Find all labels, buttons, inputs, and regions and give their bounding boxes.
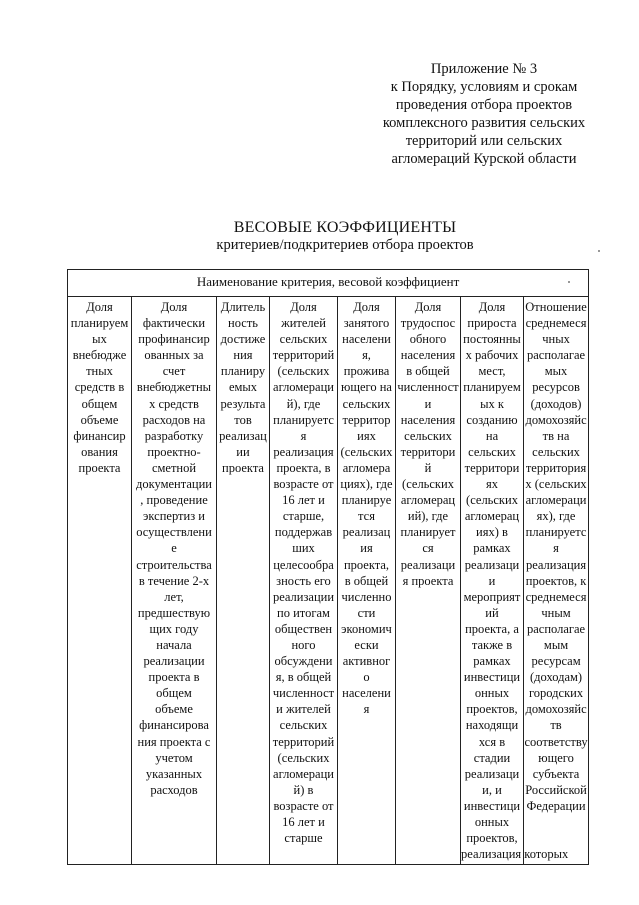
cell-line: ованных за [144, 348, 204, 363]
cell-line: ования [81, 444, 118, 459]
cell-line: на [485, 428, 499, 443]
cell-line: (доходов) [530, 396, 582, 411]
cell-line: строительства [136, 557, 212, 572]
cell-line: расходов на [142, 412, 206, 427]
cell-line: агломераци [273, 766, 334, 781]
cell-line: Доля [353, 300, 380, 314]
cell-line: старше, [282, 509, 325, 524]
cell-line: и [424, 396, 432, 411]
cell-line: ного [291, 637, 316, 652]
cell-line: я [363, 702, 370, 717]
cell-line: я, [362, 348, 371, 363]
cell-line: сти [357, 605, 376, 620]
cell-line: и [488, 573, 496, 588]
cell-line: онных [474, 815, 510, 829]
cell-line: возрасте от [273, 798, 334, 813]
cell-line: обсуждени [274, 654, 333, 669]
cell-line: внебюджетны [136, 380, 212, 395]
appendix-line: комплексного развития сельских [382, 115, 586, 131]
appendix-line: территорий или сельских [405, 133, 563, 149]
cell-line: сельских [279, 332, 328, 347]
cell-line: реализации [143, 654, 205, 669]
cell-line: реализаци [400, 557, 456, 572]
criterion-cell [68, 297, 132, 865]
appendix-note [368, 60, 600, 168]
cell-line: ях), где [536, 509, 576, 524]
cell-line: располагае [526, 348, 586, 363]
cell-line: реализаци [464, 766, 520, 781]
cell-line: территори [400, 444, 456, 459]
cell-line: агломераци [273, 380, 334, 395]
cell-line: прожива [343, 364, 390, 379]
cell-line: поддержав [274, 525, 333, 540]
table-header: Наименование критерия, весовой коэффициент [68, 270, 589, 297]
cell-line: трудоспос [400, 316, 456, 331]
cell-line: старше [284, 831, 323, 846]
document-subtitle: критериев/подкритериев отбора проектов [216, 237, 474, 253]
appendix-line: к Порядку, условиям и срокам [390, 79, 578, 95]
cell-line: населени [342, 686, 391, 701]
cell-line: онных [474, 686, 510, 701]
cell-line: ния [233, 348, 253, 363]
cell-line: территори [464, 460, 520, 475]
cell-line: зность его [276, 573, 331, 588]
cell-line: планируем [463, 380, 521, 395]
cell-line: по итогам [277, 605, 330, 620]
cell-line: финансирова [139, 718, 209, 733]
cell-line: численност [272, 686, 335, 701]
cell-line: финансир [73, 428, 126, 443]
cell-line: реализация которых [461, 847, 569, 862]
cell-line: планируе [341, 493, 392, 508]
cell-line: общем [156, 686, 192, 701]
cell-line: я проекта [402, 573, 454, 588]
cell-line: расходов [150, 782, 198, 797]
cell-line: Доля [414, 300, 442, 314]
cell-line: численно [341, 589, 392, 604]
cell-line: хся в [478, 734, 506, 749]
cell-line: проектов, [466, 831, 518, 846]
cell-line: населения [400, 412, 456, 427]
cell-line: (сельских [277, 364, 330, 379]
cell-line: ресурсов [532, 380, 580, 395]
cell-line: субъекта [532, 766, 580, 781]
cell-line: проекта [222, 460, 264, 475]
cell-line: 16 лет и [282, 493, 325, 508]
cell-line: мых [544, 364, 568, 379]
cell-line: ий [485, 605, 499, 620]
cell-line: проекта, а [465, 621, 519, 636]
cell-line: проектов, к [525, 573, 587, 588]
cell-line: проектно- [147, 444, 201, 459]
cell-line: обного [409, 332, 447, 347]
cell-line: профинансир [138, 332, 210, 347]
scan-speck [568, 281, 570, 283]
criteria-table [67, 269, 589, 865]
cell-line: начала [156, 637, 192, 652]
cell-line: внебюдже [72, 348, 127, 363]
cell-line: и жителей [276, 702, 331, 717]
cell-line: ий), где [407, 509, 449, 524]
cell-line: х (сельских [525, 477, 587, 492]
cell-line: экспертиз и [143, 509, 205, 524]
cell-line: реализаци [464, 557, 520, 572]
cell-line: территория [525, 460, 587, 475]
cell-line: й [424, 460, 432, 475]
cell-line: ых к [480, 396, 504, 411]
cell-line: территорий [272, 734, 335, 749]
cell-line: мест, [478, 364, 506, 379]
criterion-cell [396, 297, 461, 865]
cell-line: я, в общей [275, 670, 332, 685]
cell-line: активног [342, 654, 391, 669]
cell-line: я [300, 428, 307, 443]
cell-line: возрасте от [273, 477, 334, 492]
cell-line: предшествую [137, 605, 211, 620]
criterion-cell [132, 297, 217, 865]
cell-line: сельских [532, 444, 580, 459]
cell-line: о [363, 670, 370, 685]
cell-line: домохозяйс [525, 412, 587, 427]
cell-line: щих году [149, 621, 199, 636]
criterion-cell [270, 297, 338, 865]
cell-line: планирует [400, 525, 456, 540]
cell-line: реализац [342, 525, 391, 540]
cell-line: сельских [468, 444, 516, 459]
cell-line: объеме [155, 702, 193, 717]
appendix-line: Приложение № 3 [430, 61, 538, 77]
cell-line: счет [162, 364, 186, 379]
cell-line: населени [342, 332, 391, 347]
cell-line: среднемеся [525, 316, 587, 331]
cell-line: агломерац [400, 493, 456, 508]
cell-line: реализация [525, 557, 587, 572]
cell-line: прироста [467, 316, 517, 331]
cell-line: ния проекта с [137, 734, 211, 749]
cell-line: Длитель [220, 300, 266, 314]
criterion-cell [524, 297, 589, 865]
cell-line: агломерац [464, 509, 520, 524]
cell-line: в общей [406, 364, 450, 379]
cell-line: указанных [145, 766, 203, 781]
cell-line: находящи [465, 718, 519, 733]
cell-line: иях) в [476, 525, 508, 540]
cell-line: х рабочих [465, 348, 519, 363]
cell-line: разработку [144, 428, 204, 443]
cell-line: ся [422, 541, 434, 556]
cell-line: я [553, 541, 559, 556]
cell-line: ших [292, 541, 315, 556]
cell-line: населения [400, 348, 456, 363]
criterion-cell [338, 297, 396, 865]
cell-line: экономич [341, 621, 392, 636]
cell-line: циях), где [340, 477, 393, 492]
cell-line: учетом [155, 750, 193, 765]
cell-line: обществен [274, 621, 333, 636]
cell-line: (доходам) [529, 670, 583, 685]
cell-line: Доля [290, 300, 317, 314]
cell-line: результа [220, 396, 266, 411]
cell-line: инвестици [463, 798, 521, 813]
cell-line: в общей [344, 573, 389, 588]
cell-line: рамках [473, 654, 511, 669]
cell-line: проектов, [466, 702, 518, 717]
cell-line: осуществлени [136, 525, 212, 540]
cell-line: х средств [149, 396, 199, 411]
cell-line: ии [236, 444, 250, 459]
cell-line: ющего на [341, 380, 392, 395]
scan-speck [598, 250, 600, 252]
cell-line: (сельских [340, 444, 393, 459]
cell-line: Российской [525, 782, 587, 797]
cell-line: мым [543, 637, 569, 652]
cell-line: фактически [142, 316, 206, 331]
cell-line: 16 лет и [282, 815, 325, 829]
cell-line: реализации [272, 589, 335, 604]
cell-line: численност [397, 380, 459, 395]
cell-line: созданию [466, 412, 518, 427]
cell-line: территор [342, 412, 391, 427]
cell-line: лет, [164, 589, 184, 604]
criterion-cell [217, 297, 270, 865]
cell-line: планируетс [525, 525, 587, 540]
cell-line: проекта, в [276, 460, 331, 475]
cell-line: целесообра [273, 557, 334, 572]
cell-line: тных [86, 364, 113, 379]
cell-line: ески [354, 637, 379, 652]
cell-line: (сельских [402, 477, 454, 492]
cell-line: й), где [286, 396, 321, 411]
cell-line: в течение 2-х [138, 573, 210, 588]
cell-line: городских [528, 686, 584, 701]
cell-line: Федерации [526, 798, 586, 813]
cell-line: располагае [526, 621, 586, 636]
cell-line: занятого [343, 316, 390, 331]
cell-line: средств в [74, 380, 125, 395]
cell-line: , проведение [140, 493, 208, 508]
cell-line: реализация [273, 444, 334, 459]
cell-line: (сельских [466, 493, 518, 508]
cell-line: ых [92, 332, 107, 347]
cell-line: тв [550, 718, 562, 733]
cell-line: планиру [220, 364, 266, 379]
cell-line: и, и [482, 782, 502, 797]
cell-line: общем [81, 396, 118, 411]
cell-line: рамках [473, 541, 511, 556]
appendix-line: проведения отбора проектов [395, 97, 573, 113]
cell-line: (сельских [277, 750, 330, 765]
cell-line: среднемеся [525, 589, 587, 604]
cell-line: сельских [342, 396, 391, 411]
cell-line: постоянны [463, 332, 521, 347]
cell-line: проекта в [148, 670, 200, 685]
cell-line: соответству [524, 734, 588, 749]
cell-line: Отношение [525, 300, 587, 314]
cell-line: планируем [70, 316, 129, 331]
cell-line: домохозяйс [525, 702, 587, 717]
cell-line: стадии [473, 750, 511, 765]
cell-line: чных [542, 332, 570, 347]
cell-line: сельских [404, 428, 452, 443]
cell-line: Доля [86, 300, 113, 314]
cell-line: тов [234, 412, 252, 427]
cell-line: проекта [78, 460, 121, 475]
cell-line: ресурсам [531, 654, 581, 669]
cell-line: й) в [293, 782, 314, 797]
cell-line: документации [136, 477, 212, 492]
cell-line: ия [360, 541, 373, 556]
cell-line: агломераци [525, 493, 587, 508]
cell-line: территорий [272, 348, 335, 363]
cell-line: ях [486, 477, 498, 492]
cell-line: сельских [279, 718, 328, 733]
cell-line: емых [228, 380, 258, 395]
cell-line: е [171, 541, 177, 556]
cell-line: агломера [342, 460, 391, 475]
cell-line: планируетс [273, 412, 334, 427]
cell-line: Доля [160, 300, 188, 314]
cell-line: реализац [219, 428, 267, 443]
cell-line: иях [357, 428, 376, 443]
cell-line: инвестици [463, 670, 521, 685]
document-title: ВЕСОВЫЕ КОЭФФИЦИЕНТЫ [233, 219, 457, 236]
cell-line: также в [471, 637, 513, 652]
cell-line: ность [228, 316, 258, 331]
cell-line: Доля [478, 300, 506, 314]
appendix-line: агломераций Курской области [391, 151, 577, 167]
cell-line: ющего [538, 750, 574, 765]
cell-line: мероприят [463, 589, 521, 604]
cell-line: проекта, [343, 557, 390, 572]
cell-line: объеме [80, 412, 119, 427]
cell-line: достиже [220, 332, 266, 347]
cell-line: тся [358, 509, 375, 524]
cell-line: чным [541, 605, 571, 620]
cell-line: жителей [281, 316, 326, 331]
cell-line: сметной [151, 460, 197, 475]
cell-line: тв на [542, 428, 570, 443]
